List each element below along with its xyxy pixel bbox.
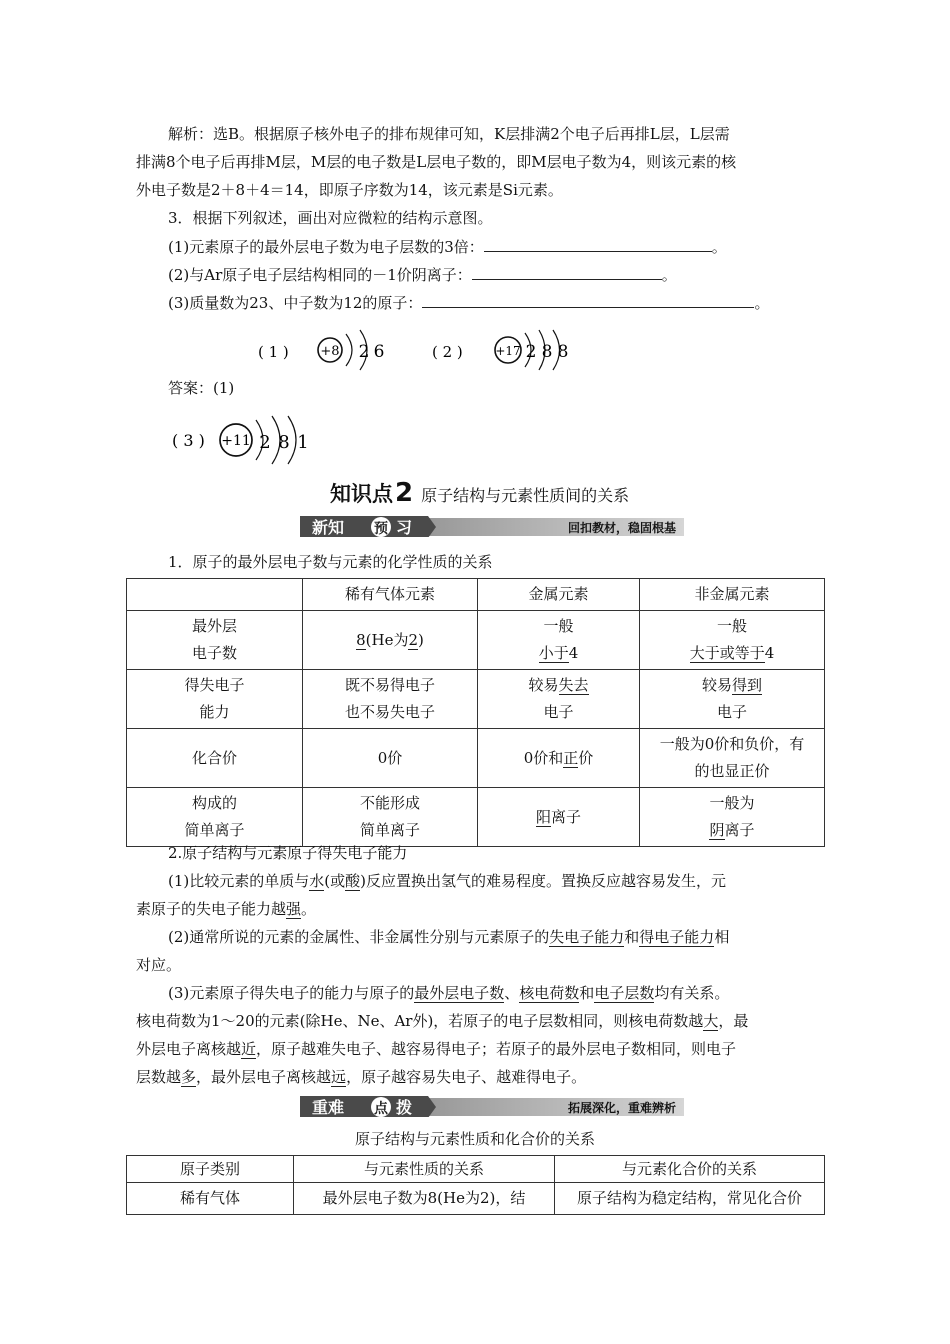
section-2-para-3-line-4: 层数越多，最外层电子离核越远，原子越容易失电子、越难得电子。 [136,1068,587,1086]
answer-label: 答案：(1) [168,379,235,397]
table-cell: 稀有气体 [127,1183,294,1215]
table-header-cell: 稀有气体元素 [303,579,478,611]
table-cell: 最外层电子数为8(He为2)，结 [294,1183,555,1215]
table-cell: 既不易得电子 也不易失电子 [303,670,478,729]
section-2-para-3-line-2: 核电荷数为1～20的元素(除He、Ne、Ar外)，若原子的电子层数相同，则核电荷数越大，最 [136,1012,749,1030]
diagram-2-shell-1: 2 [525,342,537,362]
diagram-1-shell-1: 2 [358,342,370,362]
banner-2-right-text: 拨 [396,1098,413,1117]
table-header-cell: 原子类别 [127,1156,294,1183]
table-row [127,729,825,788]
diagram-1-shell-2: 6 [373,342,385,362]
diagram-3-shell-2: 8 [278,432,290,453]
structure-valence-table [126,1155,825,1215]
question-3-title: 3．根据下列叙述，画出对应微粒的结构示意图。 [168,209,493,227]
diagram-3-shell-1: 2 [259,432,271,453]
banner-1-badge-text: 预 [374,521,388,537]
question-3-part-3: (3)质量数为23、中子数为12的原子： 。 [168,294,770,312]
question-3-part-1: (1)元素原子的最外层电子数为电子层数的3倍： 。 [168,238,727,256]
table-cell: 一般 大于或等于4 [640,611,825,670]
table-cell: 较易得到 电子 [640,670,825,729]
section-1-title: 1．原子的最外层电子数与元素的化学性质的关系 [168,553,493,571]
table-cell: 一般为 阴离子 [640,788,825,847]
table-cell: 不能形成 简单离子 [303,788,478,847]
atom-diagram-3 [172,416,309,464]
table-cell: 8(He为2) [303,611,478,670]
diagram-2-label: ( 2 ) [432,343,463,361]
table-row [127,670,825,729]
table-header-cell: 金属元素 [478,579,640,611]
banner-2-left-text: 重难 [312,1098,345,1117]
shell-arc [346,334,352,366]
table-header-cell: 与元素化合价的关系 [555,1156,825,1183]
electron-properties-table [126,578,825,847]
atom-diagram-1 [258,330,384,370]
structure-diagrams-1-2 [250,324,590,374]
atom-diagram-2 [432,330,568,370]
answer-blank-2[interactable] [472,264,662,280]
diagram-2-shell-2: 8 [541,342,553,362]
diagram-3-nucleus: +11 [221,433,251,449]
table-row [127,1183,825,1215]
diagram-2-shell-3: 8 [557,342,569,362]
banner-1-slogan: 回扣教材，稳固根基 [567,521,676,535]
banner-1-left-text: 新知 [312,518,345,537]
analysis-line-2: 排满8个电子后再排M层，M层的电子数是L层电子数的，即M层电子数为4，则该元素的核 [136,153,737,171]
table-header-cell: 非金属元素 [640,579,825,611]
section-2-para-2-line-1: (2)通常所说的元素的金属性、非金属性分别与元素原子的失电子能力和得电子能力相 [168,928,730,946]
section-2-title: 2.原子结构与元素原子得失电子能力 [168,844,408,862]
section-2-para-3-line-3: 外层电子离核越近，原子越难失电子、越容易得电子；若原子的最外层电子数相同，则电子 [136,1040,737,1058]
diagram-1-label: ( 1 ) [258,343,289,361]
section-banner-new-knowledge [300,515,684,537]
table-2-caption: 原子结构与元素性质和化合价的关系 [354,1130,595,1148]
table-cell: 原子结构为稳定结构，常见化合价 [555,1183,825,1215]
table-header-cell [127,579,303,611]
section-2-para-1-line-1: (1)比较元素的单质与水(或酸)反应置换出氢气的难易程度。置换反应越容易发生，元 [168,872,726,890]
answer-blank-1[interactable] [484,236,712,252]
row-header-cell: 构成的 简单离子 [127,788,303,847]
table-row [127,788,825,847]
table-header-row [127,579,825,611]
table-cell: 阳离子 [478,788,640,847]
table-cell: 0价 [303,729,478,788]
table-header-row [127,1156,825,1183]
table-cell: 一般为0价和负价，有 的也显正价 [640,729,825,788]
section-2-para-3-line-1: (3)元素原子得失电子的能力与原子的最外层电子数、核电荷数和电子层数均有关系。 [168,984,730,1002]
diagram-3-label: ( 3 ) [172,431,205,450]
row-header-cell: 最外层 电子数 [127,611,303,670]
analysis-line-1: 解析：选B。根据原子核外电子的排布规律可知，K层排满2个电子后再排L层，L层需 [168,125,730,143]
question-3-part-2: (2)与Ar原子电子层结构相同的－1价阴离子： 。 [168,266,677,284]
table-row [127,611,825,670]
table-cell: 0价和正价 [478,729,640,788]
row-header-cell: 得失电子 能力 [127,670,303,729]
section-banner-key-points [300,1095,684,1117]
banner-2-slogan: 拓展深化，重难辨析 [567,1101,676,1115]
answer-blank-3[interactable] [422,292,754,308]
knowledge-point-title: 原子结构与元素性质间的关系 [421,486,630,505]
knowledge-point-number: 2 [395,478,414,508]
diagram-2-nucleus: +17 [495,344,521,358]
banner-2-badge-text: 点 [374,1101,388,1117]
section-2-para-2-line-2: 对应。 [136,956,182,974]
section-2-para-1-line-2: 素原子的失电子能力越强。 [136,900,317,918]
diagram-1-nucleus: +8 [320,344,340,359]
knowledge-point-label: 知识点 [330,482,393,506]
table-header-cell: 与元素性质的关系 [294,1156,555,1183]
banner-1-right-text: 习 [396,518,413,537]
table-cell: 一般 小于4 [478,611,640,670]
structure-diagram-3 [168,410,328,466]
diagram-3-shell-3: 1 [297,432,309,453]
table-cell: 较易失去 电子 [478,670,640,729]
knowledge-point-2-heading [330,478,629,508]
analysis-line-3: 外电子数是2＋8＋4＝14，即原子序数为14，该元素是Si元素。 [136,181,563,199]
row-header-cell: 化合价 [127,729,303,788]
